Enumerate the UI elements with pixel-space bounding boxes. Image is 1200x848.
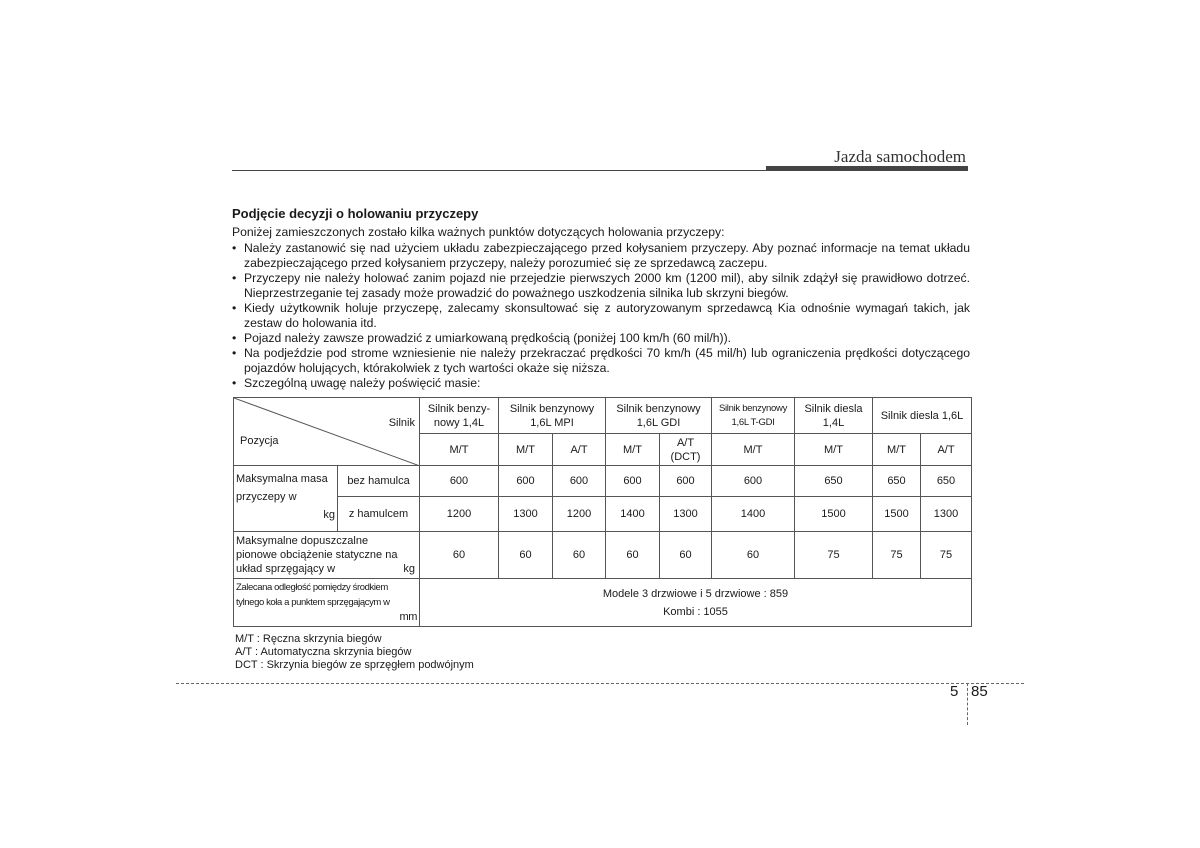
value-cell: 600 bbox=[660, 466, 712, 497]
bullet-item bbox=[232, 301, 970, 331]
value-cell: 650 bbox=[873, 466, 921, 497]
chapter-number: 5 bbox=[950, 683, 959, 700]
value-cell: 1200 bbox=[420, 497, 499, 532]
bullet-item bbox=[232, 346, 970, 376]
bullet-item bbox=[232, 241, 970, 271]
value-cell: 60 bbox=[712, 532, 795, 579]
with-brakes-label: z hamulcem bbox=[338, 497, 420, 532]
value-cell: 600 bbox=[606, 466, 660, 497]
main-content bbox=[232, 206, 970, 391]
value-cell: 1500 bbox=[795, 497, 873, 532]
bullet-text: Pojazd należy zawsze prowadzić z umiarkowaną prędkością (poniżej 100 km/h (60 mil/h)). bbox=[244, 331, 732, 345]
gearbox-cell: A/T (DCT) bbox=[660, 434, 712, 466]
value-cell: 1400 bbox=[712, 497, 795, 532]
towing-spec-table bbox=[233, 397, 972, 627]
value-cell: 600 bbox=[553, 466, 606, 497]
bullet-dot-icon: • bbox=[232, 301, 237, 315]
value-cell: 60 bbox=[553, 532, 606, 579]
value-cell: 1200 bbox=[553, 497, 606, 532]
gearbox-cell: M/T bbox=[499, 434, 553, 466]
diagonal-divider bbox=[234, 398, 420, 466]
page-number-divider bbox=[967, 683, 968, 725]
distance-label: Zalecana odległość pomiędzy środkiem tylnego koła a punktem sprzęgającym w mm bbox=[234, 579, 420, 627]
value-cell: 1500 bbox=[873, 497, 921, 532]
bullet-dot-icon: • bbox=[232, 271, 237, 285]
engine-header: Silnik benzy- nowy 1,4L bbox=[420, 398, 499, 434]
gearbox-cell: A/T bbox=[921, 434, 972, 466]
bullet-text: Przyczepy nie należy holować zanim pojazd nie przejedzie pierwszych 2000 km (1200 mil), aby silnik zdążył się prawidłowo dotrzeć. Nieprzestrzeganie tej zasady może prowadzić do poważnego uszkodzenia silnika lub skrzyni biegów. bbox=[244, 271, 970, 300]
value-cell: 75 bbox=[873, 532, 921, 579]
value-cell: 650 bbox=[795, 466, 873, 497]
value-cell: 60 bbox=[499, 532, 553, 579]
value-cell: 1400 bbox=[606, 497, 660, 532]
bullet-dot-icon: • bbox=[232, 376, 237, 390]
bullet-text: Na podjeździe pod strome wzniesienie nie należy przekraczać prędkości 70 km/h (45 mil/h) lub ograniczenia prędkości dotyczącego pojazdów holujących, którakolwiek z tych wartości okaże się niższa. bbox=[244, 346, 970, 375]
silnik-label: Silnik bbox=[388, 417, 415, 429]
value-cell: 600 bbox=[712, 466, 795, 497]
bullet-item bbox=[232, 376, 970, 391]
no-brakes-label: bez hamulca bbox=[338, 466, 420, 497]
value-cell: 60 bbox=[606, 532, 660, 579]
footnote: M/T : Ręczna skrzynia biegów bbox=[235, 633, 382, 645]
gearbox-cell: A/T bbox=[553, 434, 606, 466]
footnote: DCT : Skrzynia biegów ze sprzęgłem podwójnym bbox=[235, 659, 474, 671]
bullet-text: Należy zastanowić się nad użyciem układu zabezpieczającego przed kołysaniem przyczepy. Aby poznać informacje na temat układu zabezpieczającego przed kołysaniem przyczepy, należy porozumieć się ze sprzedawcą zaczepu. bbox=[244, 241, 970, 270]
bullet-list bbox=[232, 241, 970, 391]
gearbox-cell: M/T bbox=[712, 434, 795, 466]
engine-header: Silnik diesla 1,4L bbox=[795, 398, 873, 434]
footnotes bbox=[235, 633, 474, 672]
value-cell: 1300 bbox=[660, 497, 712, 532]
intro-text: Poniżej zamieszczonych zostało kilka ważnych punktów dotyczących holowania przyczepy: bbox=[232, 225, 725, 239]
value-cell: 60 bbox=[660, 532, 712, 579]
pozycja-label: Pozycja bbox=[240, 435, 279, 447]
value-cell: 1300 bbox=[499, 497, 553, 532]
gearbox-cell: M/T bbox=[420, 434, 499, 466]
value-cell: 75 bbox=[921, 532, 972, 579]
value-cell: 600 bbox=[499, 466, 553, 497]
engine-header: Silnik diesla 1,6L bbox=[873, 398, 972, 434]
section-heading: Podjęcie decyzji o holowaniu przyczepy bbox=[232, 206, 479, 221]
bullet-item bbox=[232, 271, 970, 301]
distance-value: Modele 3 drzwiowe i 5 drzwiowe : 859 Kombi : 1055 bbox=[420, 579, 972, 627]
engine-header: Silnik benzynowy 1,6L MPI bbox=[499, 398, 606, 434]
footnote: A/T : Automatyczna skrzynia biegów bbox=[235, 646, 412, 658]
section-title: Jazda samochodem bbox=[834, 147, 966, 166]
value-cell: 60 bbox=[420, 532, 499, 579]
value-cell: 600 bbox=[420, 466, 499, 497]
footer-dashed-rule bbox=[176, 683, 1024, 684]
header-corner-cell bbox=[234, 398, 420, 466]
page-number: 85 bbox=[971, 683, 988, 700]
value-cell: 650 bbox=[921, 466, 972, 497]
gearbox-cell: M/T bbox=[606, 434, 660, 466]
bullet-dot-icon: • bbox=[232, 331, 237, 345]
bullet-text: Szczególną uwagę należy poświęcić masie: bbox=[244, 376, 481, 390]
value-cell: 75 bbox=[795, 532, 873, 579]
gearbox-cell: M/T bbox=[795, 434, 873, 466]
value-cell: 1300 bbox=[921, 497, 972, 532]
max-mass-label: Maksymalna masa przyczepy w kg bbox=[234, 466, 338, 532]
bullet-dot-icon: • bbox=[232, 241, 237, 255]
bullet-item bbox=[232, 331, 970, 346]
vertical-load-label: Maksymalne dopuszczalne pionowe obciążenie statyczne na układ sprzęgający w kg bbox=[234, 532, 420, 579]
bullet-dot-icon: • bbox=[232, 346, 237, 360]
gearbox-cell: M/T bbox=[873, 434, 921, 466]
bullet-text: Kiedy użytkownik holuje przyczepę, zalecamy skonsultować się z autoryzowanym sprzedawcą Kia odnośnie wymagań takich, jak zestaw do holowania itd. bbox=[244, 301, 970, 330]
engine-header: Silnik benzynowy 1,6L GDI bbox=[606, 398, 712, 434]
engine-header: Silnik benzynowy 1,6L T-GDI bbox=[712, 398, 795, 434]
